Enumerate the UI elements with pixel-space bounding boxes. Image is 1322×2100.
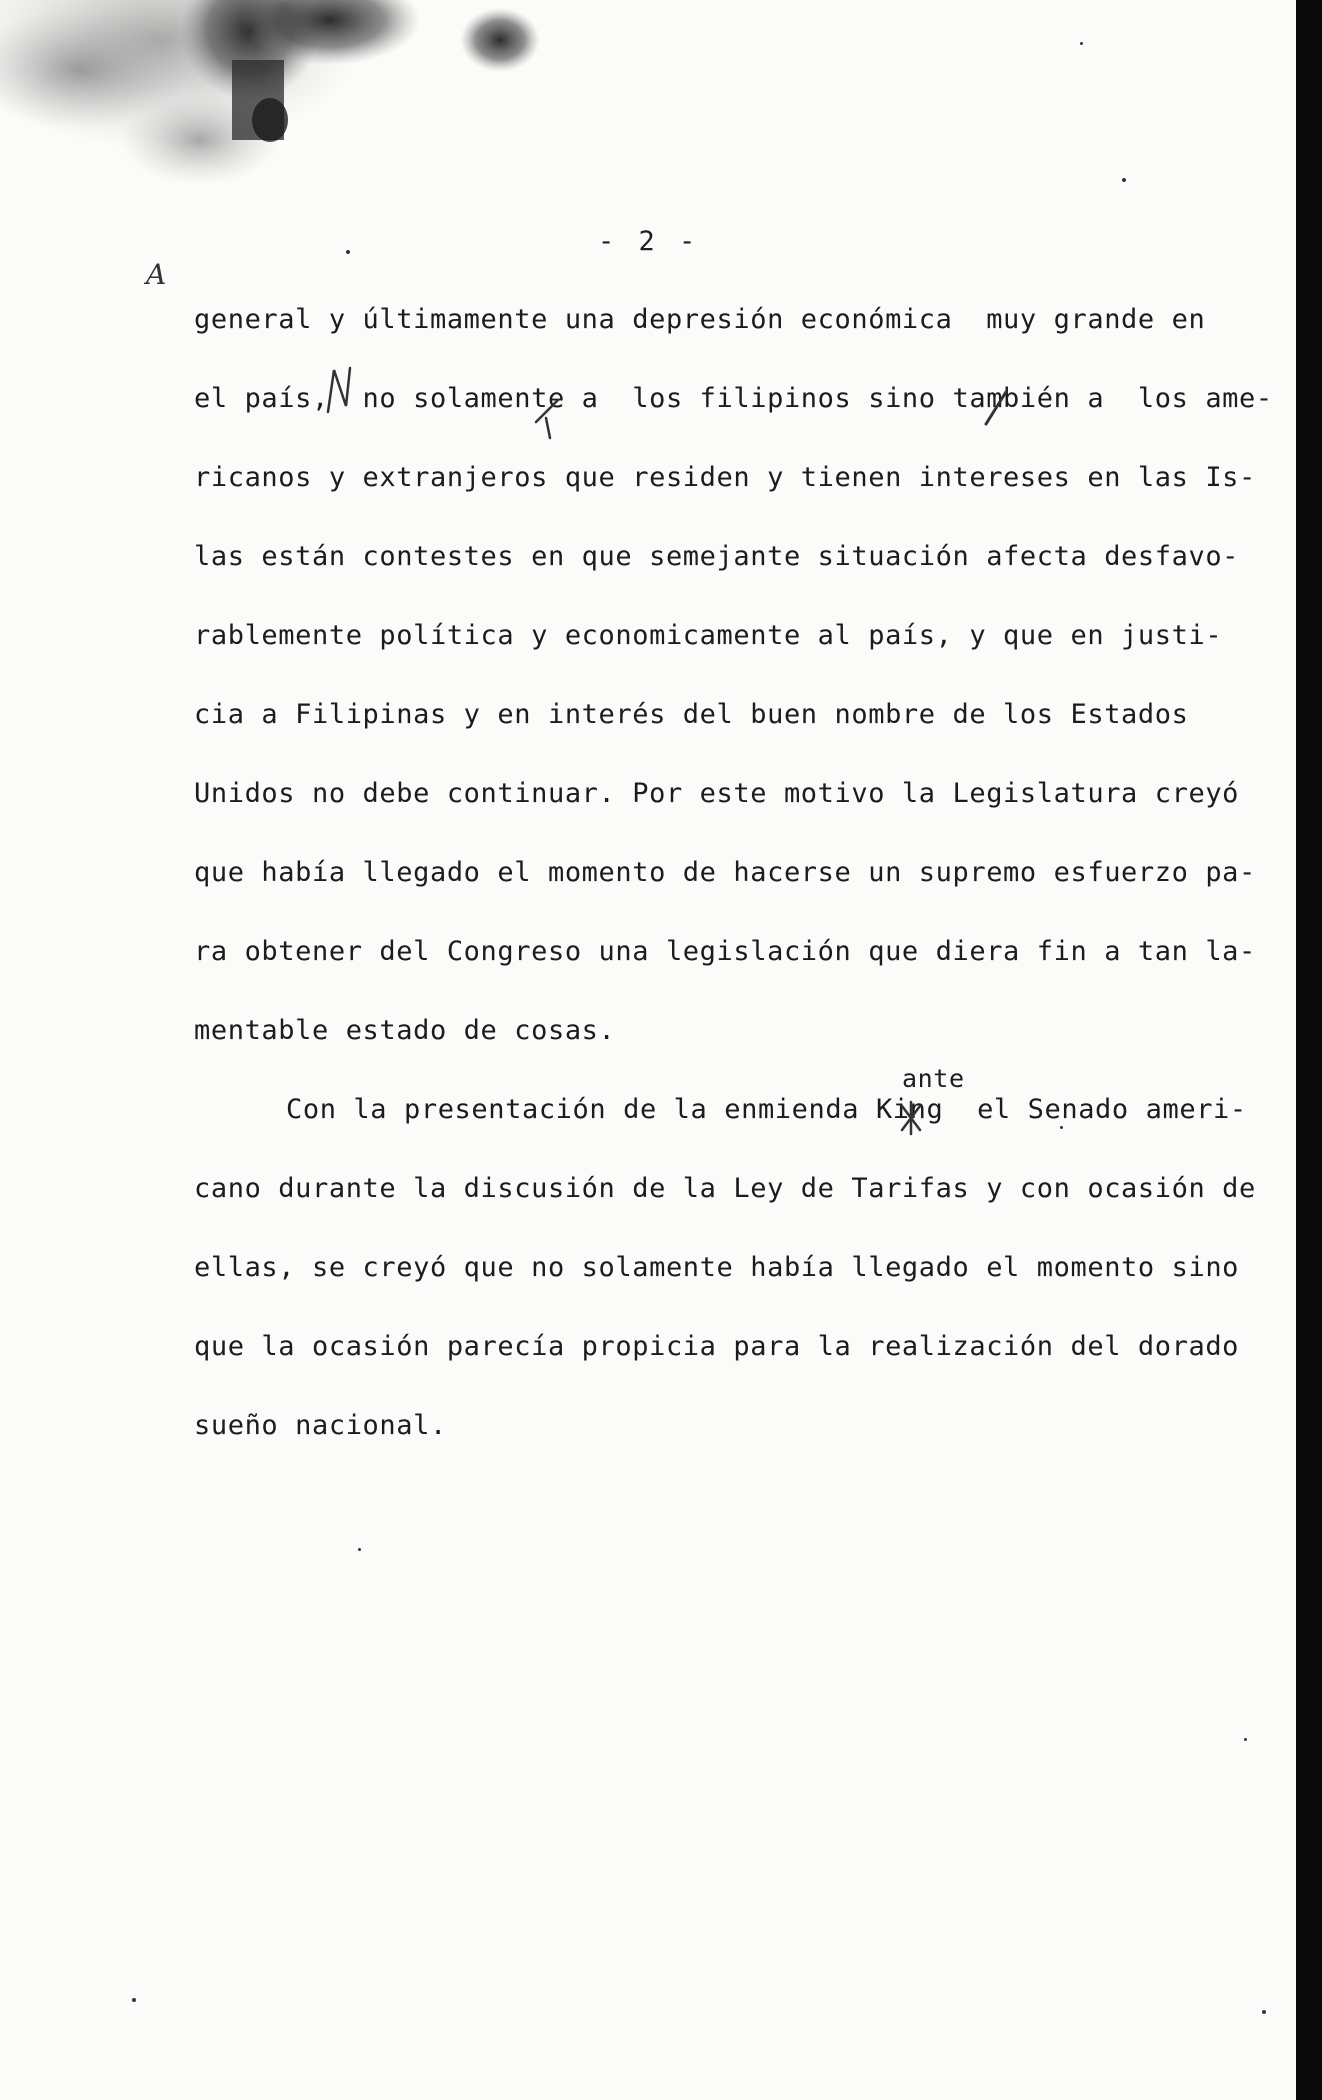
interlinear-insert: ante	[902, 1064, 965, 1093]
text-line: Con la presentación de la enmienda King el Senado ameri-	[286, 1094, 1247, 1125]
speck	[1122, 178, 1126, 182]
text-line: cia a Filipinas y en interés del buen nombre de los Estados	[194, 699, 1189, 730]
text-line: las están contestes en que semejante situación afecta desfavo-	[194, 541, 1240, 572]
text-line: mentable estado de cosas.	[194, 1015, 616, 1046]
speck	[346, 250, 350, 254]
text-line: sueño nacional.	[194, 1410, 447, 1441]
text-line: ra obtener del Congreso una legislación que diera fin a tan la-	[194, 936, 1256, 967]
body-text	[194, 298, 1273, 1483]
margin-note: A	[146, 258, 167, 291]
text-line: cano durante la discusión de la Ley de Tarifas y con ocasión de	[194, 1173, 1256, 1204]
text-line: general y últimamente una depresión económica muy grande en	[194, 304, 1206, 335]
speck	[1262, 2010, 1266, 2014]
text-line: el país, no solamente a los filipinos sino también a los ame-	[194, 383, 1273, 414]
scan-border	[1296, 0, 1322, 2100]
ink-stain	[0, 0, 620, 260]
speck	[358, 1548, 361, 1551]
text-line: que había llegado el momento de hacerse un supremo esfuerzo pa-	[194, 857, 1256, 888]
text-line: ricanos y extranjeros que residen y tienen intereses en las Is-	[194, 462, 1256, 493]
text-line: rablemente política y economicamente al país, y que en justi-	[194, 620, 1223, 651]
text-line: Unidos no debe continuar. Por este motivo la Legislatura creyó	[194, 778, 1240, 809]
text-line: ellas, se creyó que no solamente había llegado el momento sino	[194, 1252, 1240, 1283]
speck	[132, 1998, 136, 2002]
speck	[1060, 1126, 1063, 1129]
speck	[1080, 42, 1083, 45]
speck	[1244, 1738, 1247, 1741]
page-number: - 2 -	[598, 226, 700, 257]
text-line: que la ocasión parecía propicia para la realización del dorado	[194, 1331, 1240, 1362]
